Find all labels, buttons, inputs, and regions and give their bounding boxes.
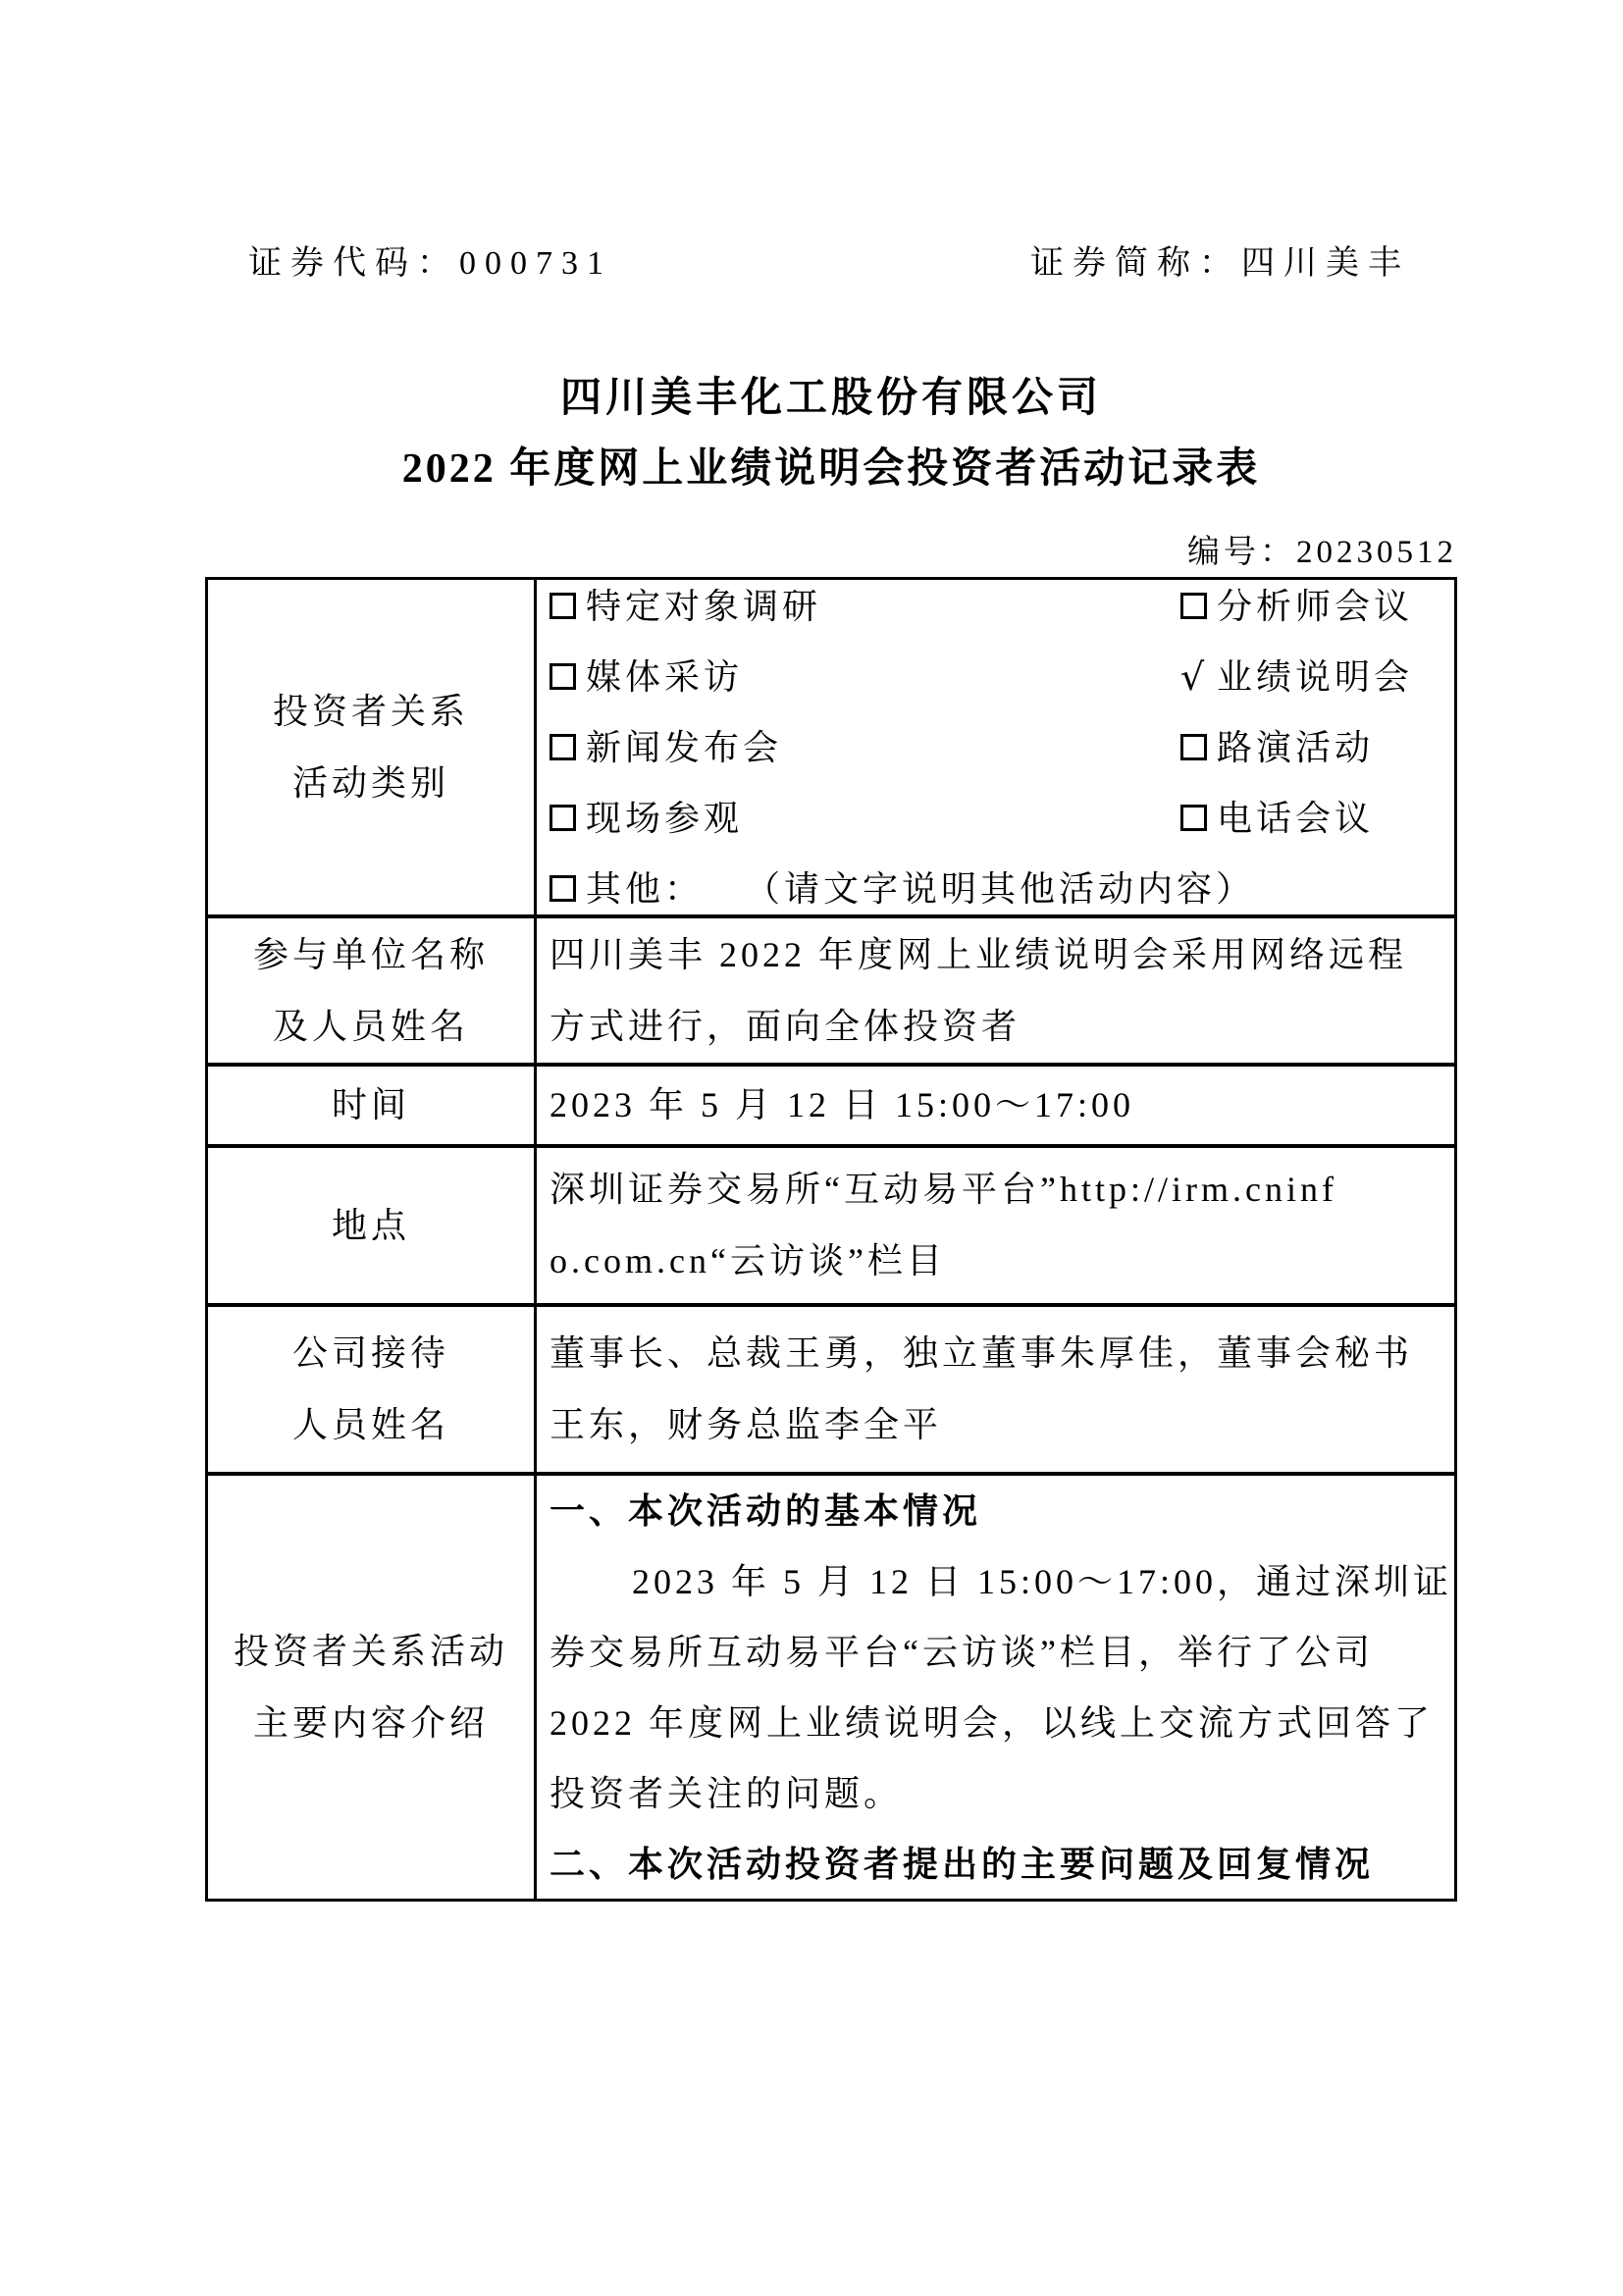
section-heading: 一、本次活动的基本情况	[550, 1490, 982, 1531]
checkbox-unchecked-icon	[550, 663, 576, 690]
row-label-line: 投资者关系活动	[233, 1631, 508, 1671]
row-label-location	[208, 1148, 537, 1303]
row-label-line: 活动类别	[291, 762, 449, 803]
option-label: 新闻发布会	[586, 727, 783, 767]
option-press-conference	[550, 712, 1180, 783]
participants-content	[537, 918, 1454, 1063]
row-label-time	[208, 1067, 537, 1144]
location-content	[537, 1148, 1454, 1303]
option-specific-object-survey	[550, 571, 1180, 642]
option-label: 电话会议	[1217, 798, 1375, 838]
option-media-interview	[550, 642, 1180, 712]
row-label-line: 时间	[331, 1085, 410, 1124]
activity-category-options	[537, 580, 1454, 914]
checkbox-line	[550, 642, 1446, 712]
content-line: 投资者关注的问题。	[550, 1773, 904, 1813]
content-line: 2023 年 5 月 12 日 15:00～17:00，通过深圳证	[632, 1561, 1453, 1601]
option-label: 路演活动	[1217, 727, 1375, 767]
content-line: 董事长、总裁王勇，独立董事朱厚佳，董事会秘书	[550, 1333, 1414, 1373]
row-label-line: 参与单位名称	[252, 934, 489, 974]
row-label-line: 公司接待	[291, 1333, 449, 1373]
activity-record-table	[205, 577, 1457, 1902]
content-line: 券交易所互动易平台“云访谈”栏目，举行了公司	[550, 1632, 1374, 1672]
checkbox-unchecked-icon	[550, 734, 576, 760]
table-row-location	[208, 1148, 1454, 1307]
row-label-participants	[208, 918, 537, 1063]
option-label: 其他：	[586, 868, 705, 909]
content-line: 王东，财务总监李全平	[550, 1405, 943, 1444]
option-site-visit	[550, 783, 1180, 854]
row-label-line: 主要内容介绍	[252, 1702, 489, 1743]
option-label: 现场参观	[586, 798, 744, 838]
content-line: o.com.cn“云访谈”栏目	[550, 1241, 946, 1280]
content-line: 方式进行，面向全体投资者	[550, 1006, 1021, 1046]
table-row-time	[208, 1067, 1454, 1148]
stock-abbr-text: 证券简称：四川美丰	[1030, 245, 1410, 282]
row-label-line: 地点	[331, 1205, 410, 1245]
stock-code-text: 证券代码：000731	[248, 245, 612, 282]
checkbox-unchecked-icon	[1180, 805, 1207, 831]
row-label-activity-category	[208, 580, 537, 914]
checkbox-unchecked-icon	[1180, 593, 1207, 619]
main-content-body	[537, 1476, 1460, 1899]
content-line: 四川美丰 2022 年度网上业绩说明会采用网络远程	[550, 934, 1408, 974]
table-row-participants	[208, 918, 1454, 1067]
document-subtitle: 2022 年度网上业绩说明会投资者活动记录表	[401, 446, 1261, 492]
row-label-line: 投资者关系	[272, 691, 469, 731]
option-roadshow	[1180, 712, 1446, 783]
checkbox-line	[550, 571, 1446, 642]
content-line: 深圳证券交易所“互动易平台”http://irm.cninf	[550, 1170, 1337, 1209]
table-row-activity-category	[208, 580, 1454, 918]
checkbox-unchecked-icon	[550, 805, 576, 831]
check-mark-icon: √	[1180, 654, 1209, 699]
document-title: 四川美丰化工股份有限公司	[559, 376, 1102, 421]
reception-staff-content	[537, 1307, 1454, 1472]
document-number: 编号：20230512	[1187, 535, 1457, 570]
option-label: 媒体采访	[586, 656, 744, 697]
time-content	[537, 1067, 1454, 1144]
checkbox-unchecked-icon	[1180, 734, 1207, 760]
checkbox-line	[550, 712, 1446, 783]
row-label-reception-staff	[208, 1307, 537, 1472]
table-row-main-content	[208, 1476, 1454, 1899]
option-label: 特定对象调研	[586, 586, 822, 626]
checkbox-unchecked-icon	[550, 875, 576, 902]
option-analyst-meeting	[1180, 571, 1446, 642]
option-conference-call	[1180, 783, 1446, 854]
table-row-reception-staff	[208, 1307, 1454, 1476]
content-line: 2023 年 5 月 12 日 15:00～17:00	[550, 1085, 1135, 1124]
content-line: 2022 年度网上业绩说明会，以线上交流方式回答了	[550, 1702, 1435, 1743]
checkbox-unchecked-icon	[550, 593, 576, 619]
row-label-line: 及人员姓名	[272, 1006, 469, 1046]
option-label: 业绩说明会	[1217, 656, 1414, 697]
other-option-note: （请文字说明其他活动内容）	[745, 868, 1256, 909]
checkbox-line	[550, 854, 1446, 924]
option-other	[550, 854, 1256, 924]
row-label-main-content	[208, 1476, 537, 1899]
checkbox-line	[550, 783, 1446, 854]
section-heading: 二、本次活动投资者提出的主要问题及回复情况	[550, 1844, 1375, 1884]
row-label-line: 人员姓名	[291, 1405, 449, 1444]
option-results-briefing-checked	[1180, 642, 1446, 712]
option-label: 分析师会议	[1217, 586, 1414, 626]
